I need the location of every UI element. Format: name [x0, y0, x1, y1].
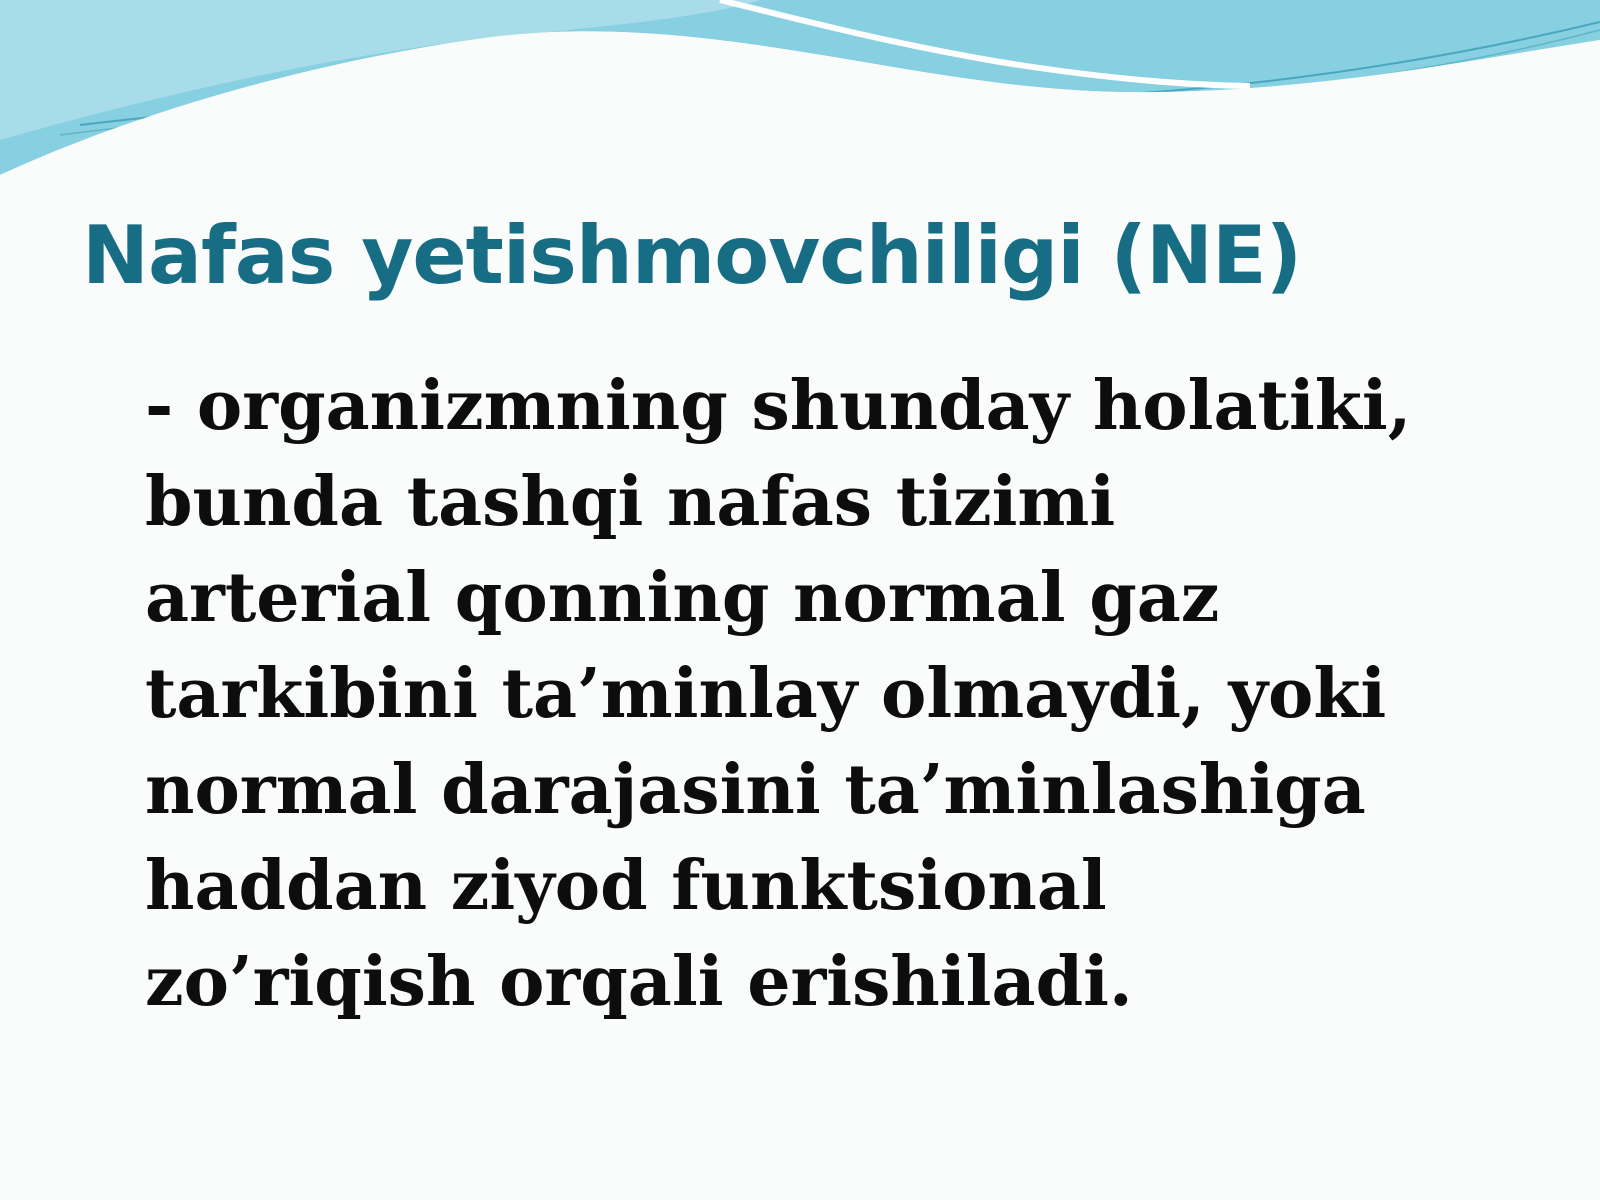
body-line: bunda tashqi nafas tizimi — [145, 462, 1116, 542]
body-line: haddan ziyod funktsional — [145, 846, 1107, 926]
body-line: arterial qonning normal gaz — [145, 558, 1220, 638]
slide-body-text — [145, 358, 1545, 1030]
body-line: normal darajasini ta’minlashiga — [145, 750, 1366, 830]
body-line: - organizmning shunday holatiki, — [145, 366, 1412, 446]
body-line: zo’riqish orqali erishiladi. — [145, 942, 1133, 1022]
slide-title: Nafas yetishmovchiligi (NE) — [82, 209, 1302, 302]
header-wave-decoration — [0, 0, 1600, 200]
body-line: tarkibini ta’minlay olmaydi, yoki — [145, 654, 1387, 734]
